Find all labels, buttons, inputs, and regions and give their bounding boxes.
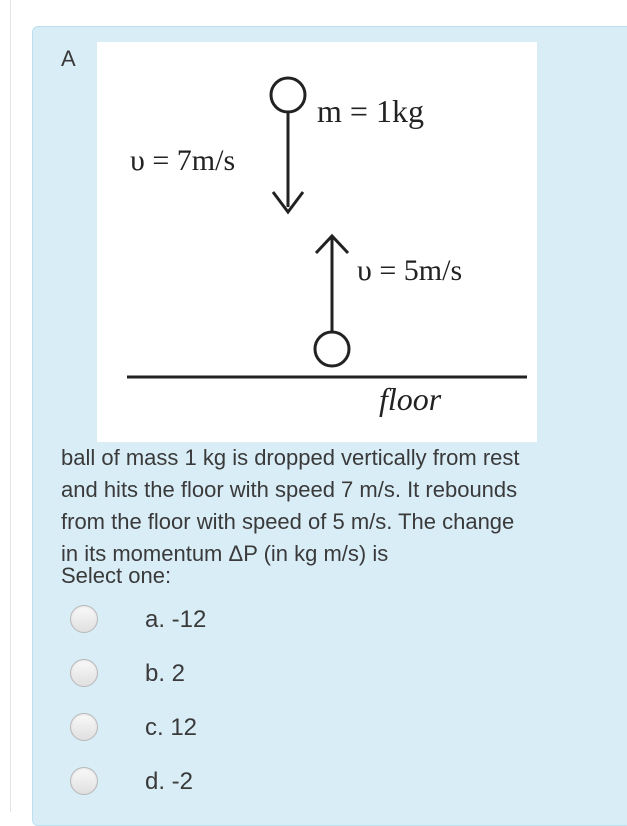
option-d-radio[interactable]: [70, 767, 98, 795]
option-c[interactable]: [70, 711, 370, 745]
option-c-radio[interactable]: [70, 713, 98, 741]
falling-ball: [271, 78, 305, 112]
collision-diagram: [97, 42, 537, 442]
up-velocity-label: υ = 5m/s: [357, 254, 463, 287]
question-text: A ball of mass 1 kg is dropped vertically from rest and hits the floor with speed 7 m/s. It rebounds from the floor with speed of 5 m/s. The change in its momentum ΔP (in kg m/s) is: [61, 46, 520, 566]
option-b-radio[interactable]: [70, 659, 98, 687]
option-a[interactable]: [70, 603, 370, 637]
option-d-label[interactable]: d. -2: [145, 768, 194, 795]
option-c-label[interactable]: c. 12: [145, 714, 198, 741]
option-d[interactable]: [70, 765, 370, 799]
mass-label: m = 1kg: [317, 93, 424, 129]
rebounding-ball: [315, 332, 349, 366]
down-velocity-label: υ = 7m/s: [130, 144, 236, 177]
option-b[interactable]: [70, 657, 370, 691]
option-a-radio[interactable]: [70, 605, 98, 633]
option-a-label[interactable]: a. -12: [145, 606, 207, 633]
diagram-svg: [97, 42, 537, 442]
floor-label: floor: [379, 381, 442, 417]
option-b-label[interactable]: b. 2: [145, 660, 186, 687]
page-left-border: [10, 0, 11, 812]
select-one-label: Select one:: [61, 563, 172, 588]
question-content: [61, 43, 536, 570]
